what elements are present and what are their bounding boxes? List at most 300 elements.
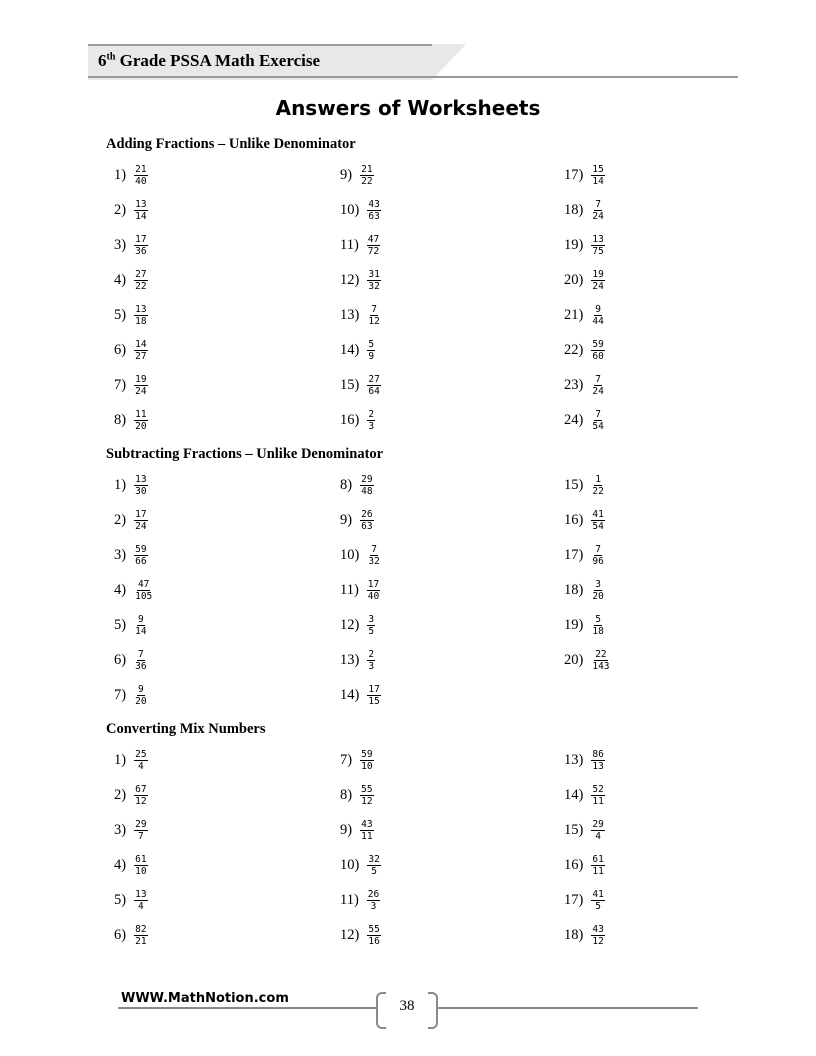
fraction-numerator: 9: [137, 683, 144, 695]
fraction-numerator: 47: [137, 578, 150, 590]
fraction-denominator: 40: [135, 175, 147, 187]
answer-item: [340, 470, 374, 500]
answer-fraction: [367, 649, 375, 672]
fraction-numerator: 7: [371, 303, 377, 315]
answer-number: 18): [564, 926, 584, 943]
fraction-numerator: 11: [135, 408, 147, 420]
answer-item: [114, 470, 148, 500]
answer-number: 8): [340, 476, 353, 493]
answer-fraction: [367, 614, 375, 637]
answer-fraction: [134, 269, 147, 292]
answer-item: [340, 885, 380, 915]
answer-fraction: [367, 854, 380, 877]
answer-fraction: [367, 269, 380, 292]
fraction-numerator: 25: [135, 748, 147, 760]
fraction-denominator: 24: [592, 210, 604, 222]
answer-item: [340, 540, 381, 570]
fraction-numerator: 47: [367, 233, 380, 245]
answer-number: 19): [564, 616, 584, 633]
fraction-denominator: 14: [135, 210, 147, 222]
fraction-numerator: 13: [135, 888, 147, 900]
answer-item: [340, 610, 375, 640]
answer-item: [564, 745, 605, 775]
fraction-denominator: 18: [592, 625, 604, 637]
answer-number: 1): [114, 751, 127, 768]
fraction-numerator: 43: [368, 198, 380, 210]
answer-fraction: [591, 924, 604, 947]
fraction-denominator: 32: [368, 555, 380, 567]
answer-number: 2): [114, 786, 127, 803]
answer-number: 22): [564, 341, 584, 358]
answer-fraction: [367, 889, 380, 912]
answer-fraction: [367, 199, 380, 222]
fraction-denominator: 3: [368, 420, 375, 432]
answer-item: [340, 815, 374, 845]
fraction-numerator: 3: [595, 578, 601, 590]
answer-number: 9): [340, 511, 353, 528]
answer-number: 2): [114, 201, 127, 218]
answer-item: [340, 265, 381, 295]
answer-number: 11): [340, 891, 359, 908]
answer-number: 14): [564, 786, 584, 803]
fraction-numerator: 21: [135, 163, 147, 175]
answer-number: 12): [340, 926, 360, 943]
answer-item: [114, 230, 148, 260]
answer-number: 5): [114, 891, 127, 908]
answer-item: [564, 405, 605, 435]
answer-item: [340, 195, 381, 225]
answer-item: [564, 505, 605, 535]
fraction-numerator: 59: [361, 748, 373, 760]
fraction-denominator: 66: [135, 555, 147, 567]
fraction-numerator: 29: [361, 473, 373, 485]
answer-item: [340, 780, 374, 810]
answer-item: [340, 745, 374, 775]
answer-number: 16): [564, 511, 584, 528]
answer-item: [564, 540, 605, 570]
fraction-denominator: 9: [368, 350, 375, 362]
answer-item: [114, 575, 153, 605]
fraction-denominator: 11: [361, 830, 373, 842]
answer-number: 10): [340, 201, 360, 218]
answer-item: [564, 265, 605, 295]
answer-item: [114, 920, 148, 950]
fraction-numerator: 27: [135, 268, 147, 280]
answer-item: [340, 160, 374, 190]
answer-fraction: [591, 819, 604, 842]
answer-item: [114, 610, 148, 640]
fraction-denominator: 54: [592, 420, 604, 432]
fraction-denominator: 32: [368, 280, 380, 292]
answer-number: 17): [564, 166, 584, 183]
answer-item: [564, 335, 605, 365]
fraction-denominator: 75: [592, 245, 604, 257]
answer-item: [564, 850, 605, 880]
answer-number: 17): [564, 546, 584, 563]
fraction-numerator: 13: [135, 303, 147, 315]
fraction-denominator: 36: [135, 660, 147, 672]
fraction-denominator: 12: [592, 935, 604, 947]
answer-number: 18): [564, 201, 584, 218]
answer-fraction: [360, 509, 373, 532]
fraction-numerator: 19: [135, 373, 147, 385]
fraction-denominator: 21: [135, 935, 147, 947]
fraction-denominator: 4: [595, 830, 601, 842]
answer-number: 24): [564, 411, 584, 428]
fraction-denominator: 14: [135, 625, 147, 637]
answer-number: 5): [114, 616, 127, 633]
fraction-denominator: 12: [361, 795, 373, 807]
fraction-numerator: 9: [595, 303, 601, 315]
fraction-numerator: 7: [595, 198, 601, 210]
answer-fraction: [134, 579, 153, 602]
answer-item: [114, 160, 148, 190]
fraction-numerator: 17: [135, 508, 147, 520]
answer-number: 4): [114, 271, 127, 288]
answer-fraction: [360, 819, 373, 842]
fraction-denominator: 12: [368, 315, 380, 327]
fraction-numerator: 41: [592, 508, 604, 520]
fraction-numerator: 43: [592, 923, 604, 935]
fraction-numerator: 59: [592, 338, 604, 350]
answer-number: 12): [340, 616, 360, 633]
answer-item: [114, 405, 148, 435]
answer-fraction: [134, 544, 147, 567]
answer-fraction: [591, 234, 604, 257]
fraction-denominator: 22: [361, 175, 373, 187]
answer-item: [340, 920, 381, 950]
answer-number: 20): [564, 651, 584, 668]
answer-item: [114, 540, 148, 570]
answer-item: [114, 780, 148, 810]
header-title: 6th Grade PSSA Math Exercise: [98, 51, 321, 70]
answer-number: 3): [114, 546, 127, 563]
fraction-numerator: 9: [137, 613, 144, 625]
answer-item: [340, 300, 381, 330]
fraction-numerator: 13: [592, 233, 604, 245]
header-rule: [88, 76, 738, 78]
answer-item: [114, 850, 148, 880]
answer-number: 4): [114, 856, 127, 873]
answer-number: 10): [340, 546, 360, 563]
answer-item: [114, 265, 148, 295]
answer-fraction: [134, 854, 147, 877]
fraction-numerator: 52: [592, 783, 604, 795]
answer-number: 6): [114, 651, 127, 668]
answer-number: 21): [564, 306, 584, 323]
answer-item: [340, 405, 375, 435]
answer-fraction: [591, 889, 604, 912]
answer-number: 12): [340, 271, 360, 288]
fraction-denominator: 54: [592, 520, 604, 532]
answer-item: [114, 300, 148, 330]
fraction-numerator: 61: [592, 853, 604, 865]
answer-number: 6): [114, 341, 127, 358]
fraction-denominator: 4: [137, 900, 144, 912]
answer-number: 7): [340, 751, 353, 768]
fraction-numerator: 26: [367, 888, 380, 900]
fraction-numerator: 31: [368, 268, 380, 280]
fraction-denominator: 10: [135, 865, 147, 877]
answer-number: 5): [114, 306, 127, 323]
fraction-denominator: 22: [135, 280, 147, 292]
answer-number: 20): [564, 271, 584, 288]
fraction-numerator: 7: [137, 648, 144, 660]
fraction-numerator: 3: [368, 613, 375, 625]
fraction-denominator: 13: [592, 760, 604, 772]
fraction-denominator: 48: [361, 485, 373, 497]
answer-number: 9): [340, 821, 353, 838]
fraction-denominator: 72: [367, 245, 380, 257]
answer-item: [114, 505, 148, 535]
fraction-numerator: 7: [595, 408, 601, 420]
answer-number: 16): [340, 411, 360, 428]
answer-fraction: [591, 199, 604, 222]
fraction-denominator: 3: [370, 900, 377, 912]
answer-fraction: [134, 374, 147, 397]
fraction-denominator: 18: [135, 315, 147, 327]
fraction-numerator: 13: [135, 473, 147, 485]
footer-bracket-left: [376, 992, 386, 1029]
footer-rule-left: [118, 1007, 376, 1009]
fraction-denominator: 64: [368, 385, 380, 397]
answer-number: 14): [340, 341, 360, 358]
answer-number: 15): [340, 376, 360, 393]
fraction-numerator: 7: [371, 543, 377, 555]
answer-fraction: [591, 474, 604, 497]
fraction-numerator: 59: [135, 543, 147, 555]
answer-item: [114, 195, 148, 225]
fraction-denominator: 16: [368, 935, 380, 947]
answer-number: 13): [340, 651, 360, 668]
fraction-numerator: 5: [368, 338, 375, 350]
fraction-numerator: 15: [592, 163, 604, 175]
answer-item: [564, 885, 605, 915]
answer-item: [564, 815, 605, 845]
fraction-denominator: 63: [368, 210, 380, 222]
answer-fraction: [367, 339, 375, 362]
fraction-denominator: 10: [361, 760, 373, 772]
answer-number: 15): [564, 476, 584, 493]
fraction-numerator: 19: [592, 268, 604, 280]
fraction-numerator: 55: [361, 783, 373, 795]
answer-item: [114, 815, 148, 845]
fraction-numerator: 82: [135, 923, 147, 935]
fraction-numerator: 14: [135, 338, 147, 350]
answer-fraction: [591, 649, 610, 672]
fraction-numerator: 21: [361, 163, 373, 175]
answer-fraction: [360, 749, 373, 772]
fraction-denominator: 15: [368, 695, 380, 707]
fraction-denominator: 7: [137, 830, 144, 842]
answer-item: [564, 160, 605, 190]
answer-number: 13): [340, 306, 360, 323]
fraction-denominator: 14: [592, 175, 604, 187]
answer-fraction: [134, 889, 147, 912]
answer-fraction: [367, 924, 380, 947]
fraction-denominator: 5: [371, 865, 377, 877]
answer-fraction: [134, 199, 147, 222]
answer-number: 7): [114, 686, 127, 703]
fraction-numerator: 7: [595, 373, 601, 385]
fraction-numerator: 41: [592, 888, 604, 900]
answer-item: [340, 335, 375, 365]
answer-number: 11): [340, 236, 359, 253]
answer-number: 7): [114, 376, 127, 393]
answer-number: 17): [564, 891, 584, 908]
fraction-numerator: 86: [592, 748, 604, 760]
answer-fraction: [134, 749, 147, 772]
answer-item: [114, 335, 148, 365]
answer-fraction: [134, 649, 147, 672]
answer-number: 14): [340, 686, 360, 703]
answer-number: 1): [114, 166, 127, 183]
answer-fraction: [591, 339, 604, 362]
answer-item: [564, 645, 611, 675]
fraction-denominator: 20: [592, 590, 604, 602]
fraction-denominator: 105: [135, 590, 153, 602]
fraction-denominator: 24: [135, 520, 147, 532]
answer-item: [564, 575, 605, 605]
fraction-denominator: 24: [592, 385, 604, 397]
answer-number: 11): [340, 581, 359, 598]
answer-number: 18): [564, 581, 584, 598]
answer-item: [340, 230, 380, 260]
answer-fraction: [591, 509, 604, 532]
answer-fraction: [591, 304, 604, 327]
answer-item: [564, 610, 605, 640]
answer-fraction: [134, 784, 147, 807]
answer-number: 6): [114, 926, 127, 943]
fraction-denominator: 60: [592, 350, 604, 362]
answer-fraction: [591, 854, 604, 877]
answer-fraction: [591, 614, 604, 637]
fraction-numerator: 67: [135, 783, 147, 795]
fraction-numerator: 29: [592, 818, 604, 830]
fraction-denominator: 40: [367, 590, 380, 602]
answer-number: 10): [340, 856, 360, 873]
answer-item: [340, 575, 380, 605]
answer-item: [340, 850, 381, 880]
fraction-numerator: 61: [135, 853, 147, 865]
answer-number: 2): [114, 511, 127, 528]
fraction-numerator: 17: [367, 578, 380, 590]
fraction-denominator: 22: [592, 485, 604, 497]
answer-fraction: [134, 614, 147, 637]
fraction-denominator: 20: [135, 420, 147, 432]
page-number: 38: [399, 998, 415, 1014]
answer-number: 4): [114, 581, 127, 598]
answer-fraction: [367, 544, 380, 567]
answer-item: [564, 780, 605, 810]
answer-fraction: [591, 784, 604, 807]
answer-fraction: [134, 409, 147, 432]
fraction-denominator: 4: [137, 760, 144, 772]
answer-fraction: [367, 234, 380, 257]
section-title: Subtracting Fractions – Unlike Denominator: [106, 446, 384, 462]
fraction-denominator: 11: [592, 795, 604, 807]
fraction-denominator: 30: [135, 485, 147, 497]
answer-item: [340, 505, 374, 535]
section-title: Converting Mix Numbers: [106, 721, 266, 737]
answer-fraction: [591, 579, 604, 602]
fraction-numerator: 5: [595, 613, 601, 625]
footer-rule-right: [438, 1007, 698, 1009]
fraction-denominator: 27: [135, 350, 147, 362]
fraction-denominator: 96: [592, 555, 604, 567]
fraction-numerator: 1: [595, 473, 601, 485]
answer-fraction: [134, 924, 147, 947]
fraction-numerator: 27: [368, 373, 380, 385]
answer-fraction: [367, 304, 380, 327]
answer-fraction: [367, 409, 375, 432]
fraction-denominator: 143: [592, 660, 610, 672]
answer-fraction: [134, 819, 147, 842]
answer-fraction: [134, 304, 147, 327]
answer-item: [564, 230, 605, 260]
answer-fraction: [367, 684, 380, 707]
fraction-numerator: 43: [361, 818, 373, 830]
answer-fraction: [591, 164, 604, 187]
fraction-numerator: 17: [135, 233, 147, 245]
answer-item: [114, 645, 148, 675]
fraction-denominator: 5: [595, 900, 601, 912]
answer-fraction: [134, 234, 147, 257]
fraction-denominator: 24: [592, 280, 604, 292]
fraction-numerator: 26: [361, 508, 373, 520]
answer-fraction: [367, 374, 380, 397]
answer-number: 16): [564, 856, 584, 873]
answer-item: [340, 645, 375, 675]
fraction-numerator: 2: [368, 408, 375, 420]
fraction-denominator: 5: [368, 625, 375, 637]
answer-fraction: [134, 164, 147, 187]
answer-number: 3): [114, 821, 127, 838]
fraction-denominator: 12: [135, 795, 147, 807]
answer-fraction: [591, 544, 604, 567]
fraction-numerator: 2: [368, 648, 375, 660]
answer-fraction: [360, 784, 373, 807]
answer-item: [114, 370, 148, 400]
answer-fraction: [591, 269, 604, 292]
fraction-numerator: 17: [368, 683, 380, 695]
answer-item: [340, 680, 381, 710]
answer-fraction: [591, 374, 604, 397]
answer-item: [564, 920, 605, 950]
answer-fraction: [591, 409, 604, 432]
answer-item: [114, 680, 148, 710]
answer-item: [114, 885, 148, 915]
answer-fraction: [134, 684, 147, 707]
answer-fraction: [360, 164, 373, 187]
answer-item: [340, 370, 381, 400]
fraction-denominator: 63: [361, 520, 373, 532]
answer-item: [564, 470, 605, 500]
fraction-numerator: 29: [135, 818, 147, 830]
fraction-denominator: 24: [135, 385, 147, 397]
answer-number: 15): [564, 821, 584, 838]
footer-bracket-right: [428, 992, 438, 1029]
answer-number: 23): [564, 376, 584, 393]
answer-item: [564, 195, 605, 225]
answer-fraction: [591, 749, 604, 772]
fraction-numerator: 22: [595, 648, 607, 660]
fraction-denominator: 3: [368, 660, 375, 672]
section-title: Adding Fractions – Unlike Denominator: [106, 136, 356, 152]
answer-item: [114, 745, 148, 775]
answer-number: 13): [564, 751, 584, 768]
fraction-numerator: 13: [135, 198, 147, 210]
